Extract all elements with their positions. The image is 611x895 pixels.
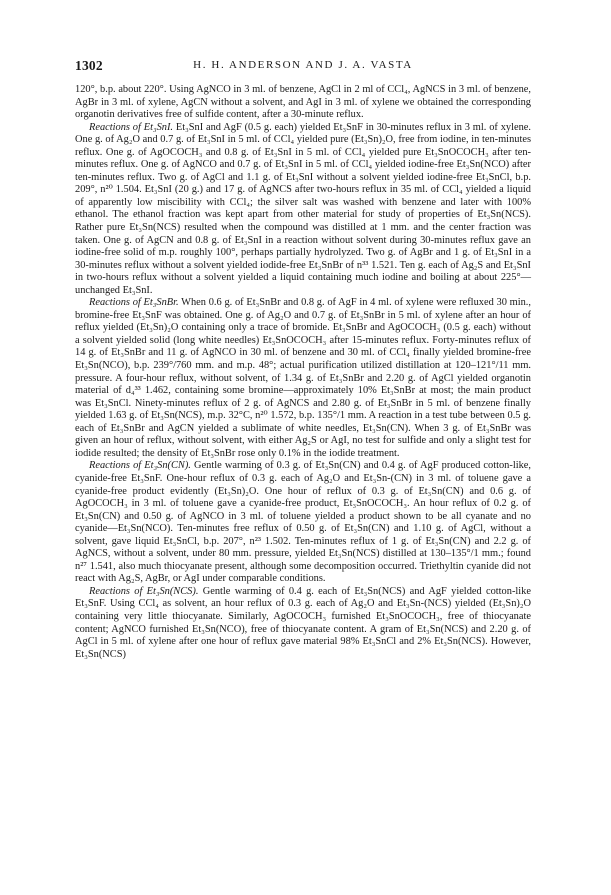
paragraph [75,84,531,122]
page-header [75,58,531,84]
paragraph-text: Gentle warming of 0.3 g. of Et₃Sn(CN) and 0.4 g. of AgF produced cotton-like, cyanide-free Et₃SnF. One-hour reflux of 0.3 g. each of Ag₂O and Et₃Sn-(CN) in 3 ml. of toluene gave a cyanide-free product evidently (Et₃Sn)₂O. One hour of reflux of 0.3 g. of Et₃Sn(CN) and 0.6 g. of AgOCOCH₃ in 3 ml. of toluene gave a cyanide-free product, Et₃SnOCOCH₃. An hour reflux of 0.2 g. of Et₃Sn(CN) and 0.50 g. of AgNCO in 3 ml. of toluene yielded a product shown to be all cyanate and no cyanide—Et₃Sn(NCO). Ten-minutes free reflux of 0.50 g. of Et₃Sn(CN) and 1.10 g. of AgCl, without a solvent, gave liquid Et₃SnCl, b.p. 207°, n²³ 1.502. Ten-minutes reflux of 1 g. of Et₃Sn(CN) and 2.2 g. of AgNCS, without a solvent, under 80 mm. pressure, yielded Et₃Sn(NCS) distilled at 130–135°/1 mm.; found n²⁷ 1.541, also much thiocyanate present, although some decomposition occurred. Triethyltin cyanide did not react with Ag₂S, AgBr, or AgI under comparable conditions. [75,460,532,585]
paragraph-heading: Reactions of Et₃SnI. [89,121,174,133]
paragraph-text: 120°, b.p. about 220°. Using AgNCO in 3 ml. of benzene, AgCl in 2 ml of CCl₄, AgNCS in 3 ml. of benzene, AgBr in 3 ml. of xylene, AgCN without a solvent, and AgI in 3 ml. of xylene we obtained the corresponding organotin derivatives free of sulfide content, after a 30-minute reflux. [75,84,531,121]
paragraph-text: Et₃SnI and AgF (0.5 g. each) yielded Et₃SnF in 30-minutes reflux in 3 ml. of xylene. One g. of Ag₂O and 0.7 g. of Et₃SnI in 5 ml. of CCl₄ yielded pure (Et₃Sn)₂O, free from iodine, in ten-minutes reflux. One g. of AgOCOCH₃ and 0.8 g. of Et₃SnI in 5 ml. of CCl₄ yielded pure Et₃SnOCOCH₃ after ten-minutes reflux. One g. of AgNCO and 0.7 g. of Et₃SnI in 5 ml. of CCl₄ yielded iodine-free Et₃Sn(NCO) after ten-minutes reflux. Two g. of AgCl and 1.1 g. of Et₃SnI without a solvent yielded iodine-free Et₃SnCl, b.p. 209°, n²⁰ 1.504. Et₃SnI (20 g.) and 17 g. of AgNCS after two-hours reflux in 35 ml. of CCl₄ yielded a liquid of apparently low miscibility with CCl₄; the silver salt was washed with benzene and later with 100% ethanol. The ethanol fraction was kept apart from other material for study of properties of Et₃Sn(NCS). Rather pure Et₃Sn(NCS) resulted when the compound was distilled at 1 mm. and the center fraction was taken. One g. of AgCN and 0.8 g. of Et₃SnI in a reaction without solvent during 30-minutes reflux gave an iodine-free solid of m.p. roughly 100°, perhaps partially hydrolyzed. Two g. of AgBr and 1 g. of Et₃SnI in a 30-minutes reflux without a solvent yielded iodide-free Et₃SnBr of n³³ 1.521. Ten g. each of Ag₂S and Et₃SnI in two-hours reflux without a solvent yielded a liquid containing much iodine and boiling at about 225°—unchanged Et₃SnI. [75,121,531,296]
paragraph-text: When 0.6 g. of Et₃SnBr and 0.8 g. of AgF in 4 ml. of xylene were refluxed 30 min., bromine-free Et₃SnF was obtained. One g. of Ag₂O and 0.7 g. of Et₃SnBr in 5 ml. of xylene after an hour of reflux yielded (Et₃Sn)₂O containing only a trace of bromide. Et₃SnBr and AgOCOCH₃ (0.5 g. each) without a solvent yielded solid (long white needles) Et₃SnOCOCH₃ after 15-minutes reflux. Forty-minutes reflux of 14 g. of Et₃SnBr and 11 g. of AgNCO in 30 ml. of benzene and 30 ml. of CCl₄ finally yielded bromine-free Et₃Sn(NCO), b.p. 239°/760 mm. and m.p. 48°; actual purification utilized distillation at 120–121°/11 mm. pressure. A four-hour reflux, without solvent, of 1.34 g. of Et₃SnBr and 2.20 g. of AgCl yielded organotin material of d₄³³ 1.462, containing some bromine—approximately 10% Et₃SnBr at most; the main product was Et₃SnCl. Ninety-minutes reflux of 2 g. of AgNCS and 2.80 g. of Et₃SnBr in 5 ml. of benzene finally yielded 1.63 g. of Et₃Sn(NCS), m.p. 32°C, n²⁰ 1.572, b.p. 135°/1 mm. A reaction in a test tube between 0.5 g. each of Et₃SnBr and AgCN yielded a sublimate of white needles, Et₃Sn(CN). When 3 g. of Et₃SnBr was given an hour of reflux, without solvent, with either Ag₂S or AgI, no test for sulfide and only a slight test for iodide resulted; the density of Et₃SnBr rose only 0.1% in the iodide treatment. [75,297,531,459]
running-head: H. H. ANDERSON AND J. A. VASTA [193,59,413,71]
page-number: 1302 [75,58,103,73]
paragraph-text: Gentle warming of 0.4 g. each of Et₃Sn(NCS) and AgF yielded cotton-like Et₃SnF. Using CCl₄ as solvent, an hour reflux of 0.3 g. each of Ag₂O and Et₃Sn-(NCS) yielded (Et₃Sn)₂O containing very little thiocyanate. Similarly, AgOCOCH₃ furnished Et₃SnOCOCH₃, free of thiocyanate content; AgNCO furnished Et₃Sn(NCO), free of thiocyanate content. A gram of Et₃Sn(NCS) and 2.20 g. of AgCl in 5 ml. of xylene after one hour of reflux gave material 98% Et₃SnCl and 2% Et₃Sn(NCS). However, Et₃Sn(NCS) [75,585,531,660]
article-body [75,84,531,661]
paragraph-heading: Reactions of Et₃SnBr. [89,297,179,309]
paragraph [75,460,531,585]
paragraph-heading: Reactions of Et₃Sn(CN). [89,460,191,472]
paragraph [75,586,531,661]
paragraph [75,122,531,298]
paragraph [75,297,531,460]
paragraph-heading: Reactions of Et₃Sn(NCS). [89,585,199,597]
